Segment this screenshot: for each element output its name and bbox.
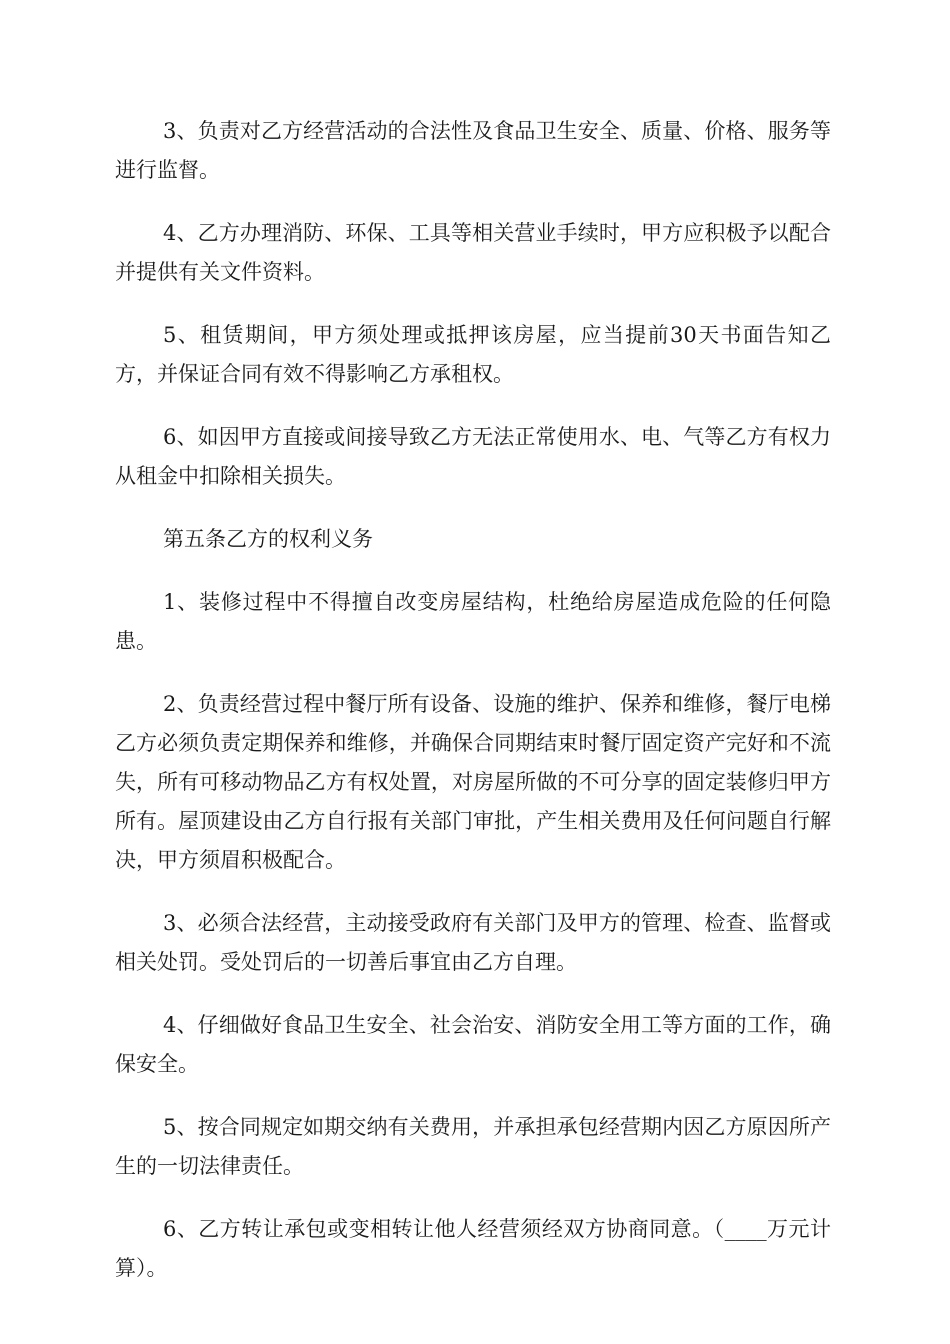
clause-paragraph: 2、负责经营过程中餐厅所有设备、设施的维护、保养和维修，餐厅电梯乙方必须负责定期保养和维修，并确保合同期结束时餐厅固定资产完好和不流失，所有可移动物品乙方有权处置，对房屋所做的不可分享的固定装修归甲方所有。屋顶建设由乙方自行报有关部门审批，产生相关费用及任何问题自行解决，甲方须眉积极配合。 (115, 692, 831, 872)
clause-paragraph: 4、仔细做好食品卫生安全、社会治安、消防安全用工等方面的工作，确保安全。 (115, 1013, 831, 1076)
clause-paragraph: 6、乙方转让承包或变相转让他人经营须经双方协商同意。（____万元计算）。 (115, 1217, 831, 1280)
section-heading: 第五条乙方的权利义务 (163, 527, 373, 551)
clause-paragraph: 5、按合同规定如期交纳有关费用，并承担承包经营期内因乙方原因所产生的一切法律责任。 (115, 1115, 831, 1178)
clause-paragraph: 6、如因甲方直接或间接导致乙方无法正常使用水、电、气等乙方有权力从租金中扣除相关损失。 (115, 425, 831, 488)
clause-paragraph: 4、乙方办理消防、环保、工具等相关营业手续时，甲方应积极予以配合并提供有关文件资料。 (115, 221, 831, 284)
clause-paragraph: 3、必须合法经营，主动接受政府有关部门及甲方的管理、检查、监督或相关处罚。受处罚后的一切善后事宜由乙方自理。 (115, 911, 831, 974)
clause-paragraph: 3、负责对乙方经营活动的合法性及食品卫生安全、质量、价格、服务等进行监督。 (115, 119, 831, 182)
clause-paragraph: 5、租赁期间，甲方须处理或抵押该房屋，应当提前30天书面告知乙方，并保证合同有效不得影响乙方承租权。 (115, 323, 831, 386)
clause-paragraph: 1、装修过程中不得擅自改变房屋结构，杜绝给房屋造成危险的任何隐患。 (115, 590, 831, 653)
document-page (115, 112, 831, 1312)
